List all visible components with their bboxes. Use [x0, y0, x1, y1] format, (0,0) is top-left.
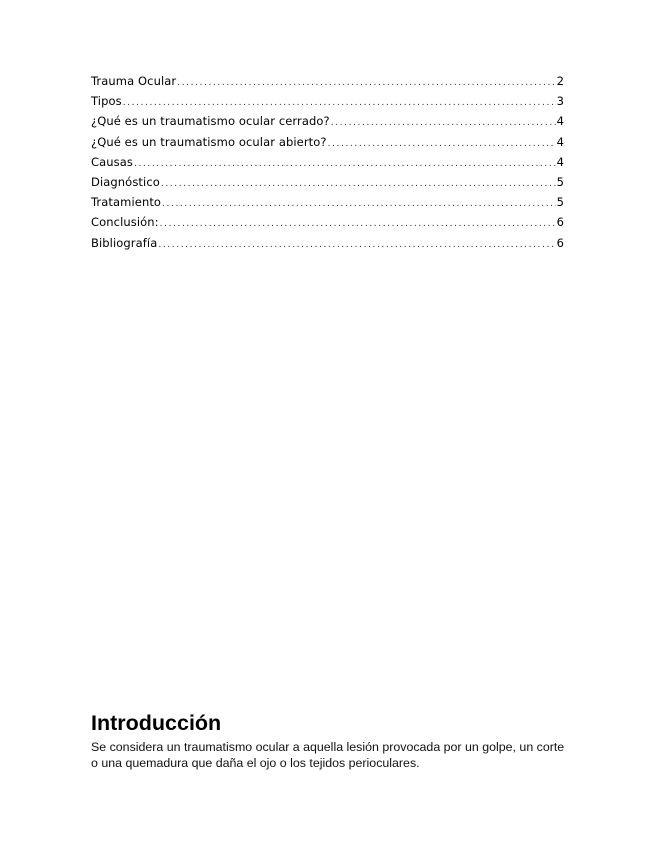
toc-entry-title: Bibliografía [91, 235, 158, 250]
toc-entry-title: Tratamiento [91, 195, 162, 210]
toc-entry-trauma-abierto[interactable] [91, 135, 564, 155]
toc-entry-title: Trauma Ocular [91, 74, 177, 88]
toc-leader-dots [160, 219, 556, 229]
toc-entry-diagnostico[interactable] [91, 175, 564, 195]
toc-entry-page: 5 [556, 195, 564, 210]
table-of-contents [91, 74, 564, 256]
toc-entry-title: Diagnóstico [91, 174, 160, 189]
toc-entry-page: 4 [556, 154, 564, 169]
toc-entry-page: 4 [556, 114, 564, 129]
toc-leader-dots [134, 159, 556, 169]
toc-leader-dots [162, 199, 556, 209]
toc-leader-dots [161, 179, 556, 189]
introduction-section [91, 709, 566, 771]
toc-entry-page: 6 [556, 215, 564, 230]
toc-leader-dots [123, 98, 556, 108]
toc-entry-tipos[interactable] [91, 94, 564, 114]
toc-leader-dots [158, 240, 555, 250]
toc-entry-conclusion[interactable] [91, 215, 564, 235]
toc-entry-page: 5 [556, 174, 564, 189]
section-paragraph: Se considera un traumatismo ocular a aquella lesión provocada por un golpe, un corte o una quemadura que daña el ojo o los tejidos perioculares. [91, 740, 565, 770]
toc-entry-page: 2 [556, 74, 564, 88]
toc-entry-causas[interactable] [91, 155, 564, 175]
toc-entry-title: Causas [91, 154, 133, 169]
toc-entry-trauma-cerrado[interactable] [91, 114, 564, 134]
toc-entry-bibliografia[interactable] [91, 236, 564, 256]
toc-entry-trauma-ocular[interactable] [91, 74, 564, 94]
section-heading: Introducción [91, 711, 222, 735]
toc-entry-title: ¿Qué es un traumatismo ocular cerrado? [91, 114, 330, 129]
toc-leader-dots [328, 139, 556, 149]
toc-entry-page: 6 [556, 235, 564, 250]
toc-entry-title: Conclusión: [91, 215, 159, 230]
toc-entry-page: 4 [556, 134, 564, 149]
toc-entry-title: Tipos [91, 94, 122, 109]
toc-entry-page: 3 [556, 94, 564, 109]
toc-entry-tratamiento[interactable] [91, 195, 564, 215]
toc-entry-title: ¿Qué es un traumatismo ocular abierto? [91, 134, 327, 149]
toc-leader-dots [331, 118, 556, 128]
toc-leader-dots [177, 78, 555, 88]
